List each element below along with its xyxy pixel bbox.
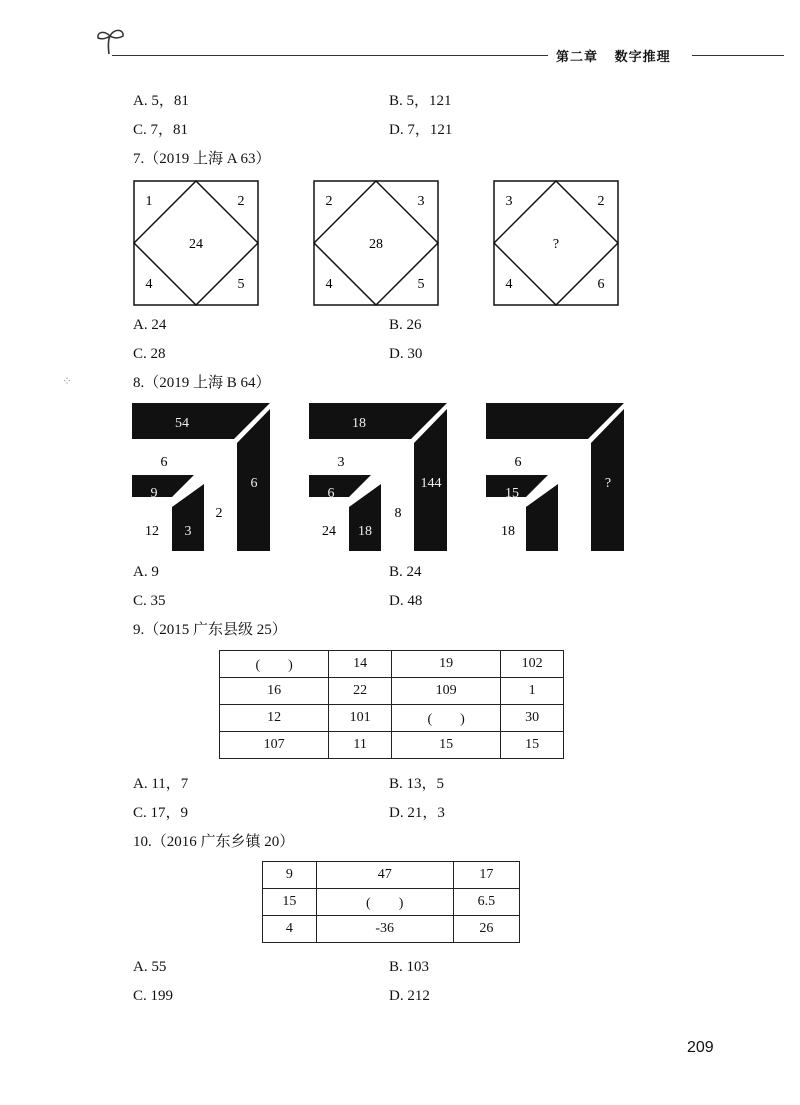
q7-fig2-bottom-right: 5 (417, 277, 425, 292)
table-cell: 30 (501, 705, 564, 732)
table-cell: ( ) (316, 889, 453, 916)
page-number: 209 (687, 1039, 714, 1056)
chapter-title: 数字推理 (614, 50, 671, 65)
table-cell: 6.5 (453, 889, 519, 916)
q8-figure-2 (309, 403, 451, 551)
q10-option-a: A. 55 (133, 959, 167, 975)
q7-fig1-bottom-right: 5 (237, 277, 245, 292)
q8-fig2-mid-left: 3 (337, 455, 345, 470)
table-row (220, 678, 564, 705)
table-cell: 12 (220, 705, 329, 732)
table-cell: 107 (220, 732, 329, 759)
q7-fig1-top-right: 2 (237, 194, 245, 209)
table-cell: -36 (316, 916, 453, 943)
header-rule-left (112, 55, 548, 56)
q8-fig1-top-value: 54 (175, 416, 189, 431)
q9-option-a: A. 11，7 (133, 776, 189, 792)
q8-fig1-tall-post: 6 (250, 476, 258, 491)
q9-table (219, 650, 564, 759)
q8-figure-1 (132, 403, 274, 551)
q8-option-c: C. 35 (133, 593, 166, 609)
q8-fig1-bottom-left: 12 (145, 524, 159, 539)
q7-fig2-bottom-left: 4 (325, 277, 333, 292)
q7-option-b: B. 26 (389, 317, 422, 333)
table-cell: 11 (329, 732, 392, 759)
q7-fig3-bottom-right: 6 (597, 277, 605, 292)
q7-fig2-top-right: 3 (417, 194, 425, 209)
q8-fig3-bottom-left: 18 (501, 524, 515, 539)
q7-option-c: C. 28 (133, 346, 166, 362)
table-cell: 26 (453, 916, 519, 943)
table-cell: 4 (263, 916, 317, 943)
chapter-number: 第二章 (556, 50, 599, 65)
q8-fig3-tall-post: ? (604, 476, 612, 491)
q7-fig3-top-left: 3 (505, 194, 513, 209)
q8-fig2-bottom-left: 24 (322, 524, 336, 539)
q8-option-b: B. 24 (389, 564, 422, 580)
q6-option-c: C. 7，81 (133, 122, 189, 138)
q8-figure-3 (486, 403, 628, 551)
q7-fig2-top-left: 2 (325, 194, 333, 209)
q9-option-b: B. 13，5 (389, 776, 445, 792)
table-row (220, 732, 564, 759)
q8-fig3-small-block: 15 (505, 486, 519, 501)
q6-option-d: D. 7，121 (389, 122, 453, 138)
q8-fig2-beside-post: 8 (394, 506, 402, 521)
q9-option-c: C. 17，9 (133, 805, 189, 821)
q7-fig3-top-right: 2 (597, 194, 605, 209)
header-rule-right (692, 55, 784, 56)
table-row (263, 916, 520, 943)
table-row (263, 889, 520, 916)
q7-fig1-center: 24 (189, 237, 203, 252)
q9-option-d: D. 21，3 (389, 805, 445, 821)
table-row (220, 705, 564, 732)
q8-fig1-small-block: 9 (150, 486, 158, 501)
table-cell: 14 (329, 651, 392, 678)
chapter-label (556, 46, 671, 65)
table-cell: 22 (329, 678, 392, 705)
table-row (263, 862, 520, 889)
table-cell: 15 (501, 732, 564, 759)
table-cell: 109 (391, 678, 500, 705)
sprout-logo-icon (94, 26, 128, 56)
q8-option-a: A. 9 (133, 564, 159, 580)
q10-stem: 10.（2016 广东乡镇 20） (133, 834, 295, 850)
q8-fig2-small-block: 6 (327, 486, 335, 501)
q6-option-a: A. 5，81 (133, 93, 189, 109)
q8-stem: 8.（2019 上海 B 64） (133, 375, 271, 391)
q7-option-a: A. 24 (133, 317, 167, 333)
q8-option-d: D. 48 (389, 593, 423, 609)
q10-table (262, 861, 520, 943)
q7-figure-2 (313, 180, 439, 306)
q7-fig3-center: ? (552, 237, 560, 252)
table-cell: 102 (501, 651, 564, 678)
table-cell: ( ) (220, 651, 329, 678)
q10-option-b: B. 103 (389, 959, 430, 975)
q8-fig2-top-value: 18 (352, 416, 366, 431)
q6-option-b: B. 5，121 (389, 93, 452, 109)
table-cell: ( ) (391, 705, 500, 732)
table-cell: 1 (501, 678, 564, 705)
scan-speckle: ⁘ (62, 374, 73, 388)
q8-fig1-beside-post: 2 (215, 506, 223, 521)
q8-fig2-tall-post: 144 (420, 476, 442, 491)
table-cell: 47 (316, 862, 453, 889)
table-cell: 15 (263, 889, 317, 916)
q9-stem: 9.（2015 广东县级 25） (133, 622, 287, 638)
q10-option-d: D. 212 (389, 988, 430, 1004)
q7-option-d: D. 30 (389, 346, 423, 362)
table-cell: 19 (391, 651, 500, 678)
table-cell: 15 (391, 732, 500, 759)
q8-fig3-mid-left: 6 (514, 455, 522, 470)
q7-fig2-center: 28 (369, 237, 383, 252)
q7-fig1-top-left: 1 (145, 194, 153, 209)
table-row (220, 651, 564, 678)
q7-fig3-bottom-left: 4 (505, 277, 513, 292)
table-cell: 101 (329, 705, 392, 732)
q8-fig1-small-post: 3 (184, 524, 192, 539)
table-cell: 17 (453, 862, 519, 889)
q10-option-c: C. 199 (133, 988, 174, 1004)
q7-figure-3 (493, 180, 619, 306)
q7-stem: 7.（2019 上海 A 63） (133, 151, 271, 167)
q7-figure-1 (133, 180, 259, 306)
q7-fig1-bottom-left: 4 (145, 277, 153, 292)
q8-fig2-small-post: 18 (358, 524, 372, 539)
table-cell: 16 (220, 678, 329, 705)
table-cell: 9 (263, 862, 317, 889)
q8-fig1-mid-left: 6 (160, 455, 168, 470)
